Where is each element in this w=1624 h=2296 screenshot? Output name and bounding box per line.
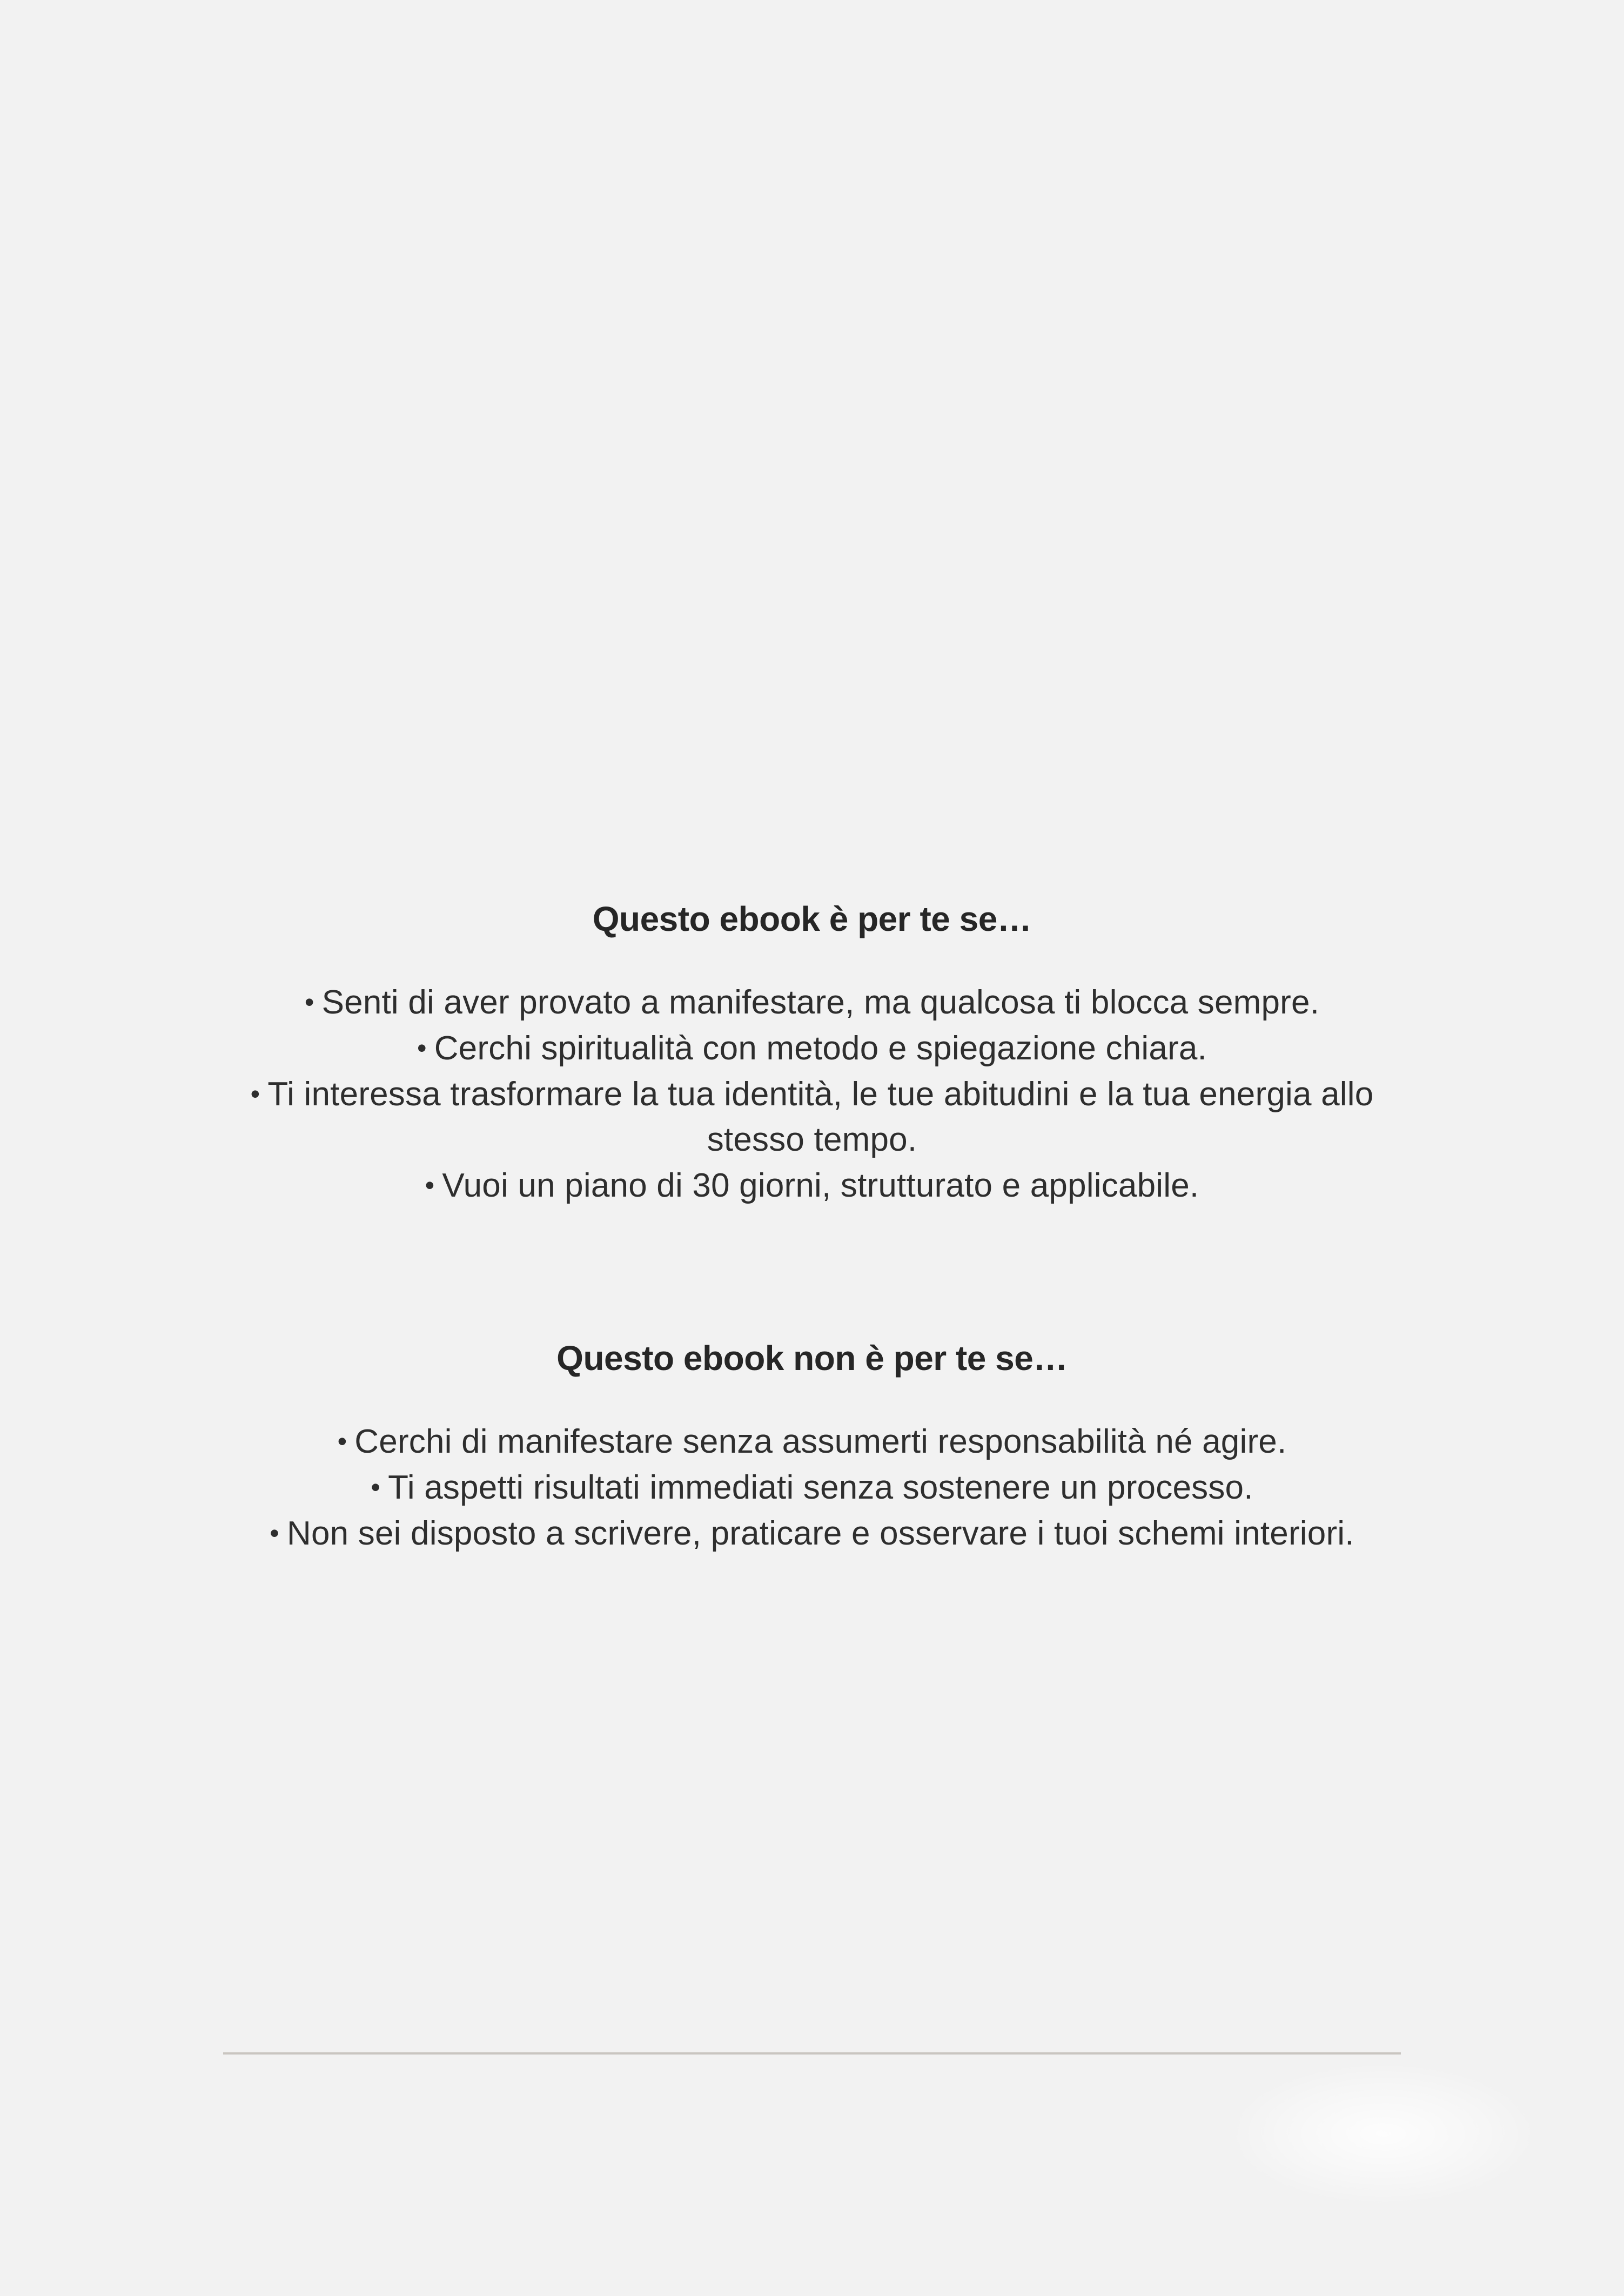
for-bullet-item: • Senti di aver provato a manifestare, ma qualcosa ti blocca sempre. [223, 979, 1401, 1025]
bullet-dot-icon: • [337, 1426, 347, 1456]
bullet-dot-icon: • [371, 1472, 381, 1502]
for-heading: Questo ebook è per te se… [592, 899, 1032, 938]
bullet-dot-icon: • [304, 987, 314, 1017]
not-for-bullet-list [223, 1419, 1401, 1556]
decorative-glow [1232, 2064, 1534, 2204]
bullet-dot-icon: • [270, 1518, 279, 1548]
bullet-dot-icon: • [425, 1170, 435, 1200]
not-for-heading: Questo ebook non è per te se… [556, 1339, 1068, 1378]
for-bullet-item: • Vuoi un piano di 30 giorni, strutturato e applicabile. [223, 1163, 1401, 1209]
bullet-dot-icon: • [417, 1033, 427, 1063]
audience-for-section [223, 894, 1401, 1209]
not-for-bullet-item: • Non sei disposto a scrivere, praticare e osservare i tuoi schemi interiori. [223, 1510, 1401, 1556]
audience-not-for-section [223, 1333, 1401, 1556]
not-for-bullet-item: • Cerchi di manifestare senza assumerti responsabilità né agire. [223, 1419, 1401, 1465]
bullet-dot-icon: • [250, 1079, 260, 1109]
not-for-bullet-item: • Ti aspetti risultati immediati senza sostenere un processo. [223, 1465, 1401, 1510]
for-bullet-item: • Ti interessa trasformare la tua identità, le tue abitudini e la tua energia allo stesso tempo. [223, 1071, 1401, 1163]
for-bullet-item: • Cerchi spiritualità con metodo e spiegazione chiara. [223, 1025, 1401, 1071]
for-bullet-list [223, 979, 1401, 1209]
footer-divider [223, 2052, 1401, 2055]
